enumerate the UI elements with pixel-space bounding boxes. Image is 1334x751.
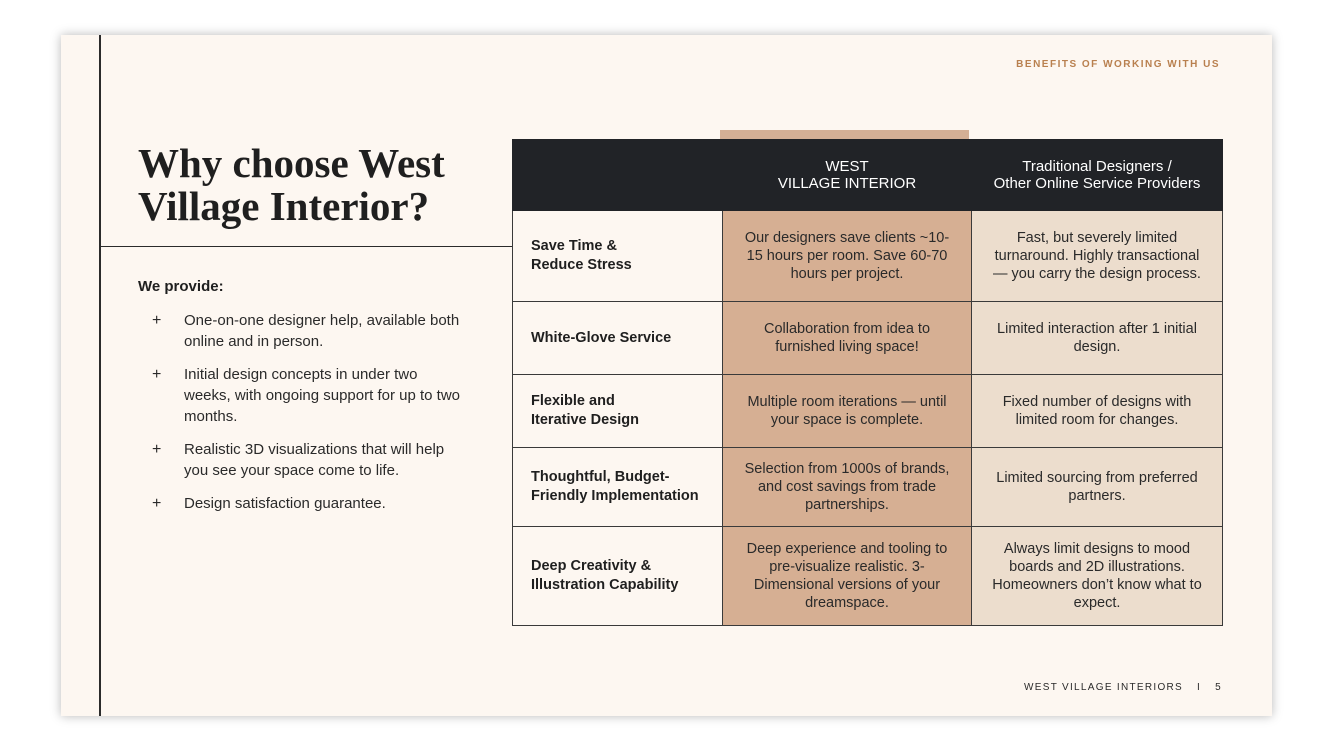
traditional-cell: Fast, but severely limited turnaround. Highly transactional — you carry the design process. <box>972 211 1223 302</box>
plus-icon: + <box>152 441 162 458</box>
header-empty-cell <box>513 140 723 211</box>
table-row <box>513 211 1223 302</box>
table-row <box>513 527 1223 626</box>
benefit-text: Realistic 3D visualizations that will help you see your space come to life. <box>184 441 445 479</box>
plus-icon: + <box>152 312 162 329</box>
table-row <box>513 448 1223 527</box>
table-header-row <box>513 140 1223 211</box>
benefits-list <box>138 310 468 526</box>
slide-title: Why choose West Village Interior? <box>138 140 445 229</box>
row-label: Thoughtful, Budget- Friendly Implementation <box>513 448 723 527</box>
benefit-item <box>138 310 468 352</box>
footer-brand: WEST VILLAGE INTERIORS <box>1024 682 1184 693</box>
header-wvi: WEST VILLAGE INTERIOR <box>723 140 972 211</box>
benefit-item <box>138 364 468 427</box>
plus-icon: + <box>152 366 162 383</box>
traditional-cell: Fixed number of designs with limited room for changes. <box>972 375 1223 448</box>
plus-icon: + <box>152 495 162 512</box>
comparison-table <box>512 139 1223 626</box>
wvi-cell: Collaboration from idea to furnished living space! <box>723 302 972 375</box>
section-label: BENEFITS OF WORKING WITH US <box>1016 59 1220 70</box>
benefit-text: Design satisfaction guarantee. <box>184 495 386 512</box>
table-row <box>513 302 1223 375</box>
vertical-rule <box>99 35 101 716</box>
row-label: Save Time & Reduce Stress <box>513 211 723 302</box>
wvi-cell: Our designers save clients ~10-15 hours per room. Save 60-70 hours per project. <box>723 211 972 302</box>
slide <box>61 35 1272 716</box>
benefit-item <box>138 493 468 514</box>
wvi-cell: Selection from 1000s of brands, and cost savings from trade partnerships. <box>723 448 972 527</box>
benefit-text: Initial design concepts in under two weeks, with ongoing support for up to two months. <box>184 366 460 425</box>
wvi-cell: Multiple room iterations — until your space is complete. <box>723 375 972 448</box>
horizontal-rule <box>100 246 512 247</box>
row-label: Deep Creativity & Illustration Capability <box>513 527 723 626</box>
footer-separator: I <box>1197 682 1202 693</box>
row-label: White-Glove Service <box>513 302 723 375</box>
table-row <box>513 375 1223 448</box>
traditional-cell: Always limit designs to mood boards and 2D illustrations. Homeowners don’t know what to expect. <box>972 527 1223 626</box>
page-number: 5 <box>1215 682 1222 693</box>
provide-heading: We provide: <box>138 278 224 295</box>
header-traditional: Traditional Designers / Other Online Service Providers <box>972 140 1223 211</box>
row-label: Flexible and Iterative Design <box>513 375 723 448</box>
benefit-item <box>138 439 468 481</box>
traditional-cell: Limited interaction after 1 initial design. <box>972 302 1223 375</box>
wvi-cell: Deep experience and tooling to pre-visualize realistic. 3-Dimensional versions of your dreamspace. <box>723 527 972 626</box>
traditional-cell: Limited sourcing from preferred partners. <box>972 448 1223 527</box>
benefit-text: One-on-one designer help, available both online and in person. <box>184 312 460 350</box>
footer <box>1024 682 1222 693</box>
